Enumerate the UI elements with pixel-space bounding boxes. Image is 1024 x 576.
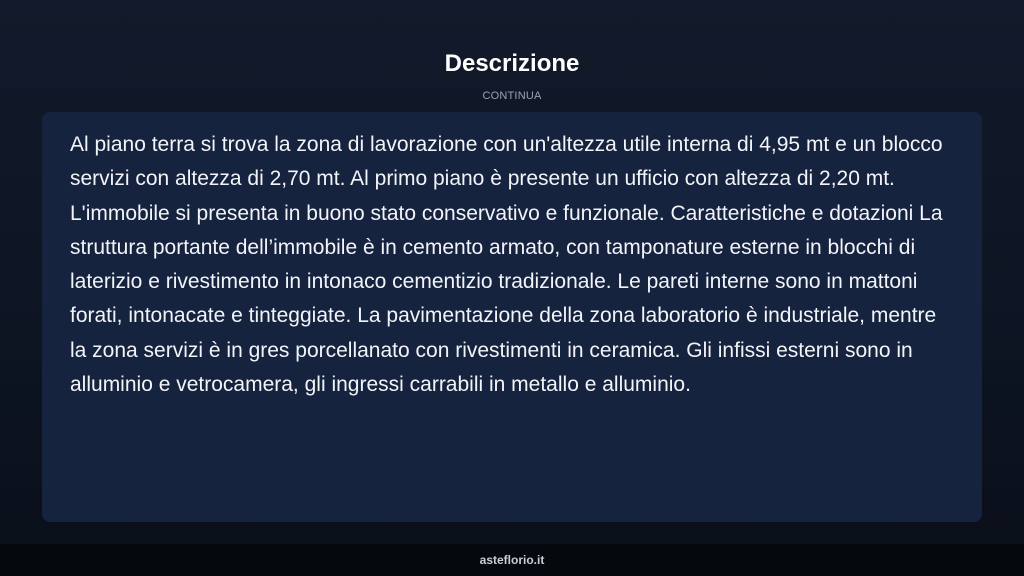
description-card [42, 112, 982, 522]
page-title: Descrizione [444, 50, 580, 77]
footer-bar [0, 544, 1024, 576]
page-subtitle: CONTINUA [482, 90, 542, 102]
description-text: Al piano terra si trova la zona di lavorazione con un'altezza utile interna di 4,95 mt e un blocco servizi con altezza di 2,70 mt. Al primo piano è presente un ufficio con altezza di 2,20 mt. L'immobile si presenta in buono stato conservativo e funzionale. Caratteristiche e dotazioni La struttura portante dell’immobile è in cemento armato, con tamponature esterne in blocchi di laterizio e rivestimento in intonaco cementizio tradizionale. Le pareti interne sono in mattoni forati, intonacate e tinteggiate. La pavimentazione della zona laboratorio è industriale, mentre la zona servizi è in gres porcellanato con rivestimenti in ceramica. Gli infissi esterni sono in alluminio e vetrocamera, gli ingressi carrabili in metallo e alluminio. [70, 133, 943, 397]
footer-site-name: asteflorio.it [479, 553, 545, 567]
